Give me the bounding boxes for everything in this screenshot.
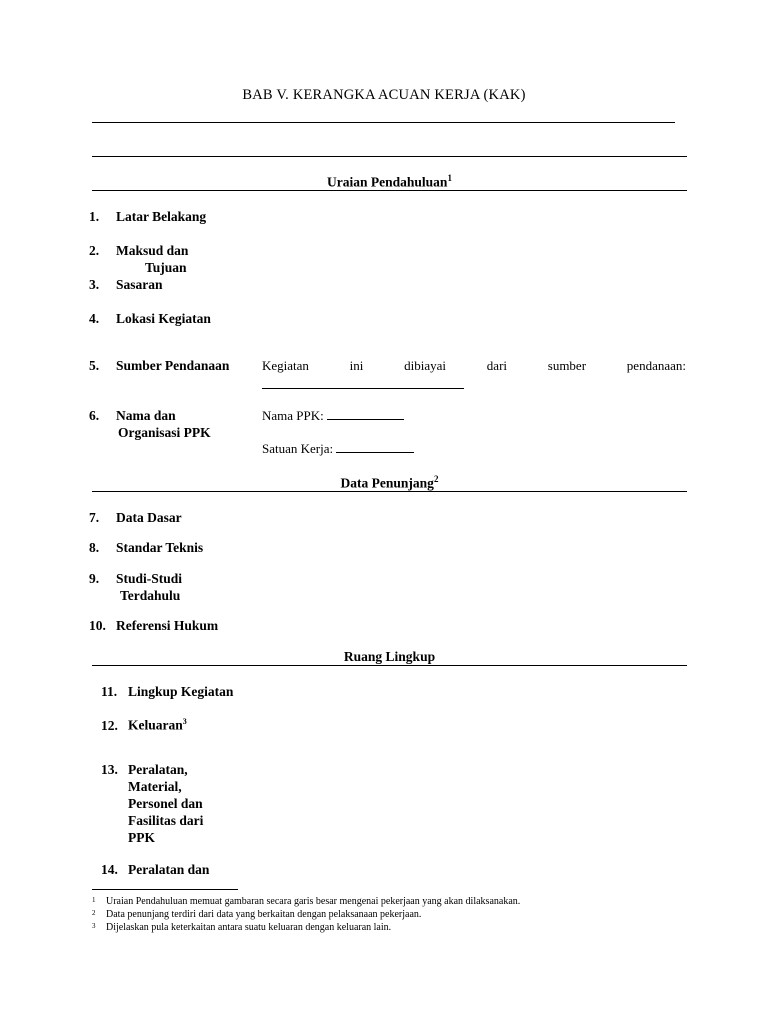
item-lokasi-kegiatan: 4. Lokasi Kegiatan [89,311,211,326]
section-title-ruang-lingkup: Ruang Lingkup [343,649,436,664]
item-referensi-hukum: 10. Referensi Hukum [89,618,219,633]
item-maksud-tujuan: 2. Maksud dan Tujuan [89,243,189,275]
header-rule [92,156,687,157]
funding-words: Kegiatan ini dibiayai dari sumber pendanaan: [262,358,686,373]
footnote-ref-3: 3 [182,717,187,726]
footnote-1: $^1$ Uraian Pendahuluan memuat gambaran secara garis besar mengenai pekerjaan yang akan dilaksanakan. [92,896,521,907]
item-nama-organisasi-ppk: 6. Nama dan Organisasi PPK [89,408,211,440]
item-studi-terdahulu: 9. Studi-Studi Terdahulu [89,571,183,603]
footnote-2: $^2$ Data penunjang terdiri dari data yang berkaitan dengan pelaksanaan pekerjaan. [92,909,422,920]
section-rule-ruang-lingkup [92,665,687,666]
section-rule-pendahuluan [92,190,687,191]
ppk-satker-blank[interactable] [336,440,414,453]
item-keluaran: 12. Keluaran$^3$ [101,717,187,733]
ppk-satker-label: Satuan Kerja: [262,441,334,456]
funding-text [262,357,686,374]
ppk-nama-label: Nama PPK: [262,408,324,423]
item-standar-teknis: 8. Standar Teknis [89,540,204,555]
funding-blank-line[interactable] [262,388,464,389]
item-lingkup-kegiatan: 11. Lingkup Kegiatan [101,684,234,699]
section-title-penunjang: Data Penunjang$^2$ [340,474,439,491]
item-peralatan-material: 13. Peralatan, Material, Personel dan Fasilitas dari PPK [101,762,204,845]
item-sasaran: 3. Sasaran [89,277,163,292]
item-sumber-pendanaan: 5. Sumber Pendanaan [89,358,230,373]
ppk-nama-row [262,407,404,424]
ppk-nama-blank[interactable] [327,407,404,420]
item-data-dasar: 7. Data Dasar [89,510,182,525]
title-rule [92,122,675,123]
footnote-separator [92,889,238,890]
footnote-ref-1: 1 [447,173,452,183]
item-peralatan-dan: 14. Peralatan dan [101,862,210,877]
ppk-satker-row [262,440,414,457]
section-title-pendahuluan: Uraian Pendahuluan$^1$ [327,173,452,190]
document-title: BAB V. KERANGKA ACUAN KERJA (KAK) [242,87,526,103]
footnote-3: $^3$ Dijelaskan pula keterkaitan antara suatu keluaran dengan keluaran lain. [92,922,392,933]
item-latar-belakang: 1. Latar Belakang [89,209,207,224]
footnote-ref-2: 2 [433,474,439,484]
section-rule-penunjang [92,491,687,492]
